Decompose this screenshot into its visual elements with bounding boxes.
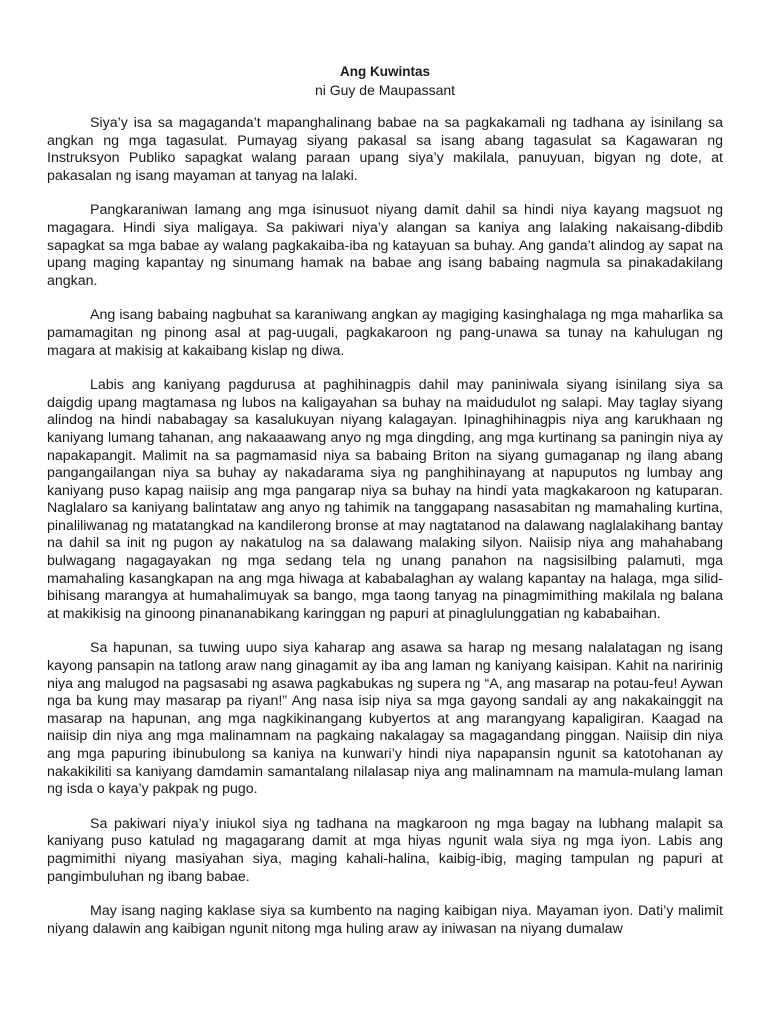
paragraph: Sa hapunan, sa tuwing uupo siya kaharap ang asawa sa harap ng mesang nalalatagan ng isang kayong pansapin na tatlong araw nang ginagamit ay iba ang laman ng kaniyang kaisipan. Kahit na naririnig niya ang malugod na pagsasabi ng asawa pagkabukas ng supera ng “A, ang masarap na potau-feu! Aywan nga ba kung may masarap pa riyan!” Ang nasa isip niya sa mga gayong sandali ay ang nakakainggit na masarap na hapunan, ang mga nagkikinangang kubyertos at ang marangyang kapaligiran. Kaagad na naiisip din niya ang mga malinamnam na pagkaing nakalagay sa magagandang pinggan. Naiisip din niya ang mga papuring ibinubulong sa kaniya na kunwari’y hindi niya napapansin ngunit sa katotohanan ay nakakikiliti sa kaniyang damdamin samantalang nilalasap niya ang malinamnam na mamula-mulang laman ng isda o kaya’y pakpak ng pugo.: [47, 640, 723, 798]
paragraph: Pangkaraniwan lamang ang mga isinusuot niyang damit dahil sa hindi niya kayang magsuot ng magagara. Hindi siya maligaya. Sa pakiwari niya’y alangan sa kaniya ang lalaking nakaisang-dibdib sapagkat sa mga babae ay walang pagkakaiba-iba ng katayuan sa buhay. Ang ganda’t alindog ay sapat na upang maging kapantay ng sinumang hamak na babae ang isang babaing nagmula sa pinakadakilang angkan.: [47, 202, 723, 289]
paragraph: May isang naging kaklase siya sa kumbento na naging kaibigan niya. Mayaman iyon. Dati’y malimit niyang dalawin ang kaibigan ngunit nitong mga huling araw ay iniwasan na niyang dumalaw: [47, 903, 723, 937]
paragraph: Sa pakiwari niya’y iniukol siya ng tadhana na magkaroon ng mga bagay na lubhang malapit sa kaniyang puso katulad ng magagarang damit at mga hiyas ngunit wala siya ng mga iyon. Labis ang pagmimithi niyang masiyahan siya, maging kahali-halina, kaibig-ibig, maging tampulan ng papuri at pangimbuluhan ng ibang babae.: [47, 815, 723, 885]
paragraph: Ang isang babaing nagbuhat sa karaniwang angkan ay magiging kasinghalaga ng mga maharlika sa pamamagitan ng pinong asal at pag-uugali, pagkakaroon ng pang-unawa sa tunay na kahulugan ng magara at makisig at kakaibang kislap ng diwa.: [47, 307, 723, 359]
paragraph: Siya’y isa sa magaganda’t mapanghalinang babae na sa pagkakamali ng tadhana ay isinilang sa angkan ng mga tagasulat. Pumayag siyang pakasal sa isang abang tagasulat sa Kagawaran ng Instruksyon Publiko sapagkat walang paraan upang siya’y makilala, panuyuan, bigyan ng dote, at pakasalan ng isang mayaman at tanyag na lalaki.: [47, 115, 723, 184]
document-author: ni Guy de Maupassant: [314, 82, 456, 98]
document-title: Ang Kuwintas: [340, 64, 430, 79]
paragraph: Labis ang kaniyang pagdurusa at paghihinagpis dahil may paniniwala siyang isinilang siya sa daigdig upang magtamasa ng lubos na kaligayahan sa buhay na maidudulot ng salapi. May taglay siyang alindog na hindi nababagay sa kasalukuyan niyang kalagayan. Ipinaghihinagpis niya ang karukhaan ng kaniyang lumang tahanan, ang nakaaawang anyo ng mga dingding, ang mga kurtinang sa paningin niya ay napakapangit. Malimit na sa pagmamasid niya sa babaing Briton na siyang gumaganap ng ilang abang pangangailangan niya sa buhay ay nakadarama siya ng panghihinayang at napuputos ng lumbay ang kaniyang puso kapag naiisip ang mga pangarap niya sa buhay na hindi yata magkakaroon ng katuparan. Naglalaro sa kaniyang balintataw ang anyo ng tahimik na tanggapang nasasabitan ng mamahaling kurtina, pinaliliwanag ng matatangkad na kandilerong bronse at may nagtatanod na dalawang naglalakihang bantay na dahil sa init ng pugon ay nakatulog na sa dalawang malaking silyon. Naiisip niya ang mahahabang bulwagang nagagayakan ng mga sedang tela ng unang panahon na nagsisilbing palamuti, mga mamahaling kasangkapan na ang mga hiwaga at kababalaghan ay walang kapantay na halaga, mga silid-bihisang marangya at humahalimuyak sa bango, mga taong tanyag na pinagmimithing makilala ng balana at makikisig na ginoong pinananabikang karinggan ng papuri at pinaglulunggatian ng kababaihan.: [47, 377, 723, 622]
